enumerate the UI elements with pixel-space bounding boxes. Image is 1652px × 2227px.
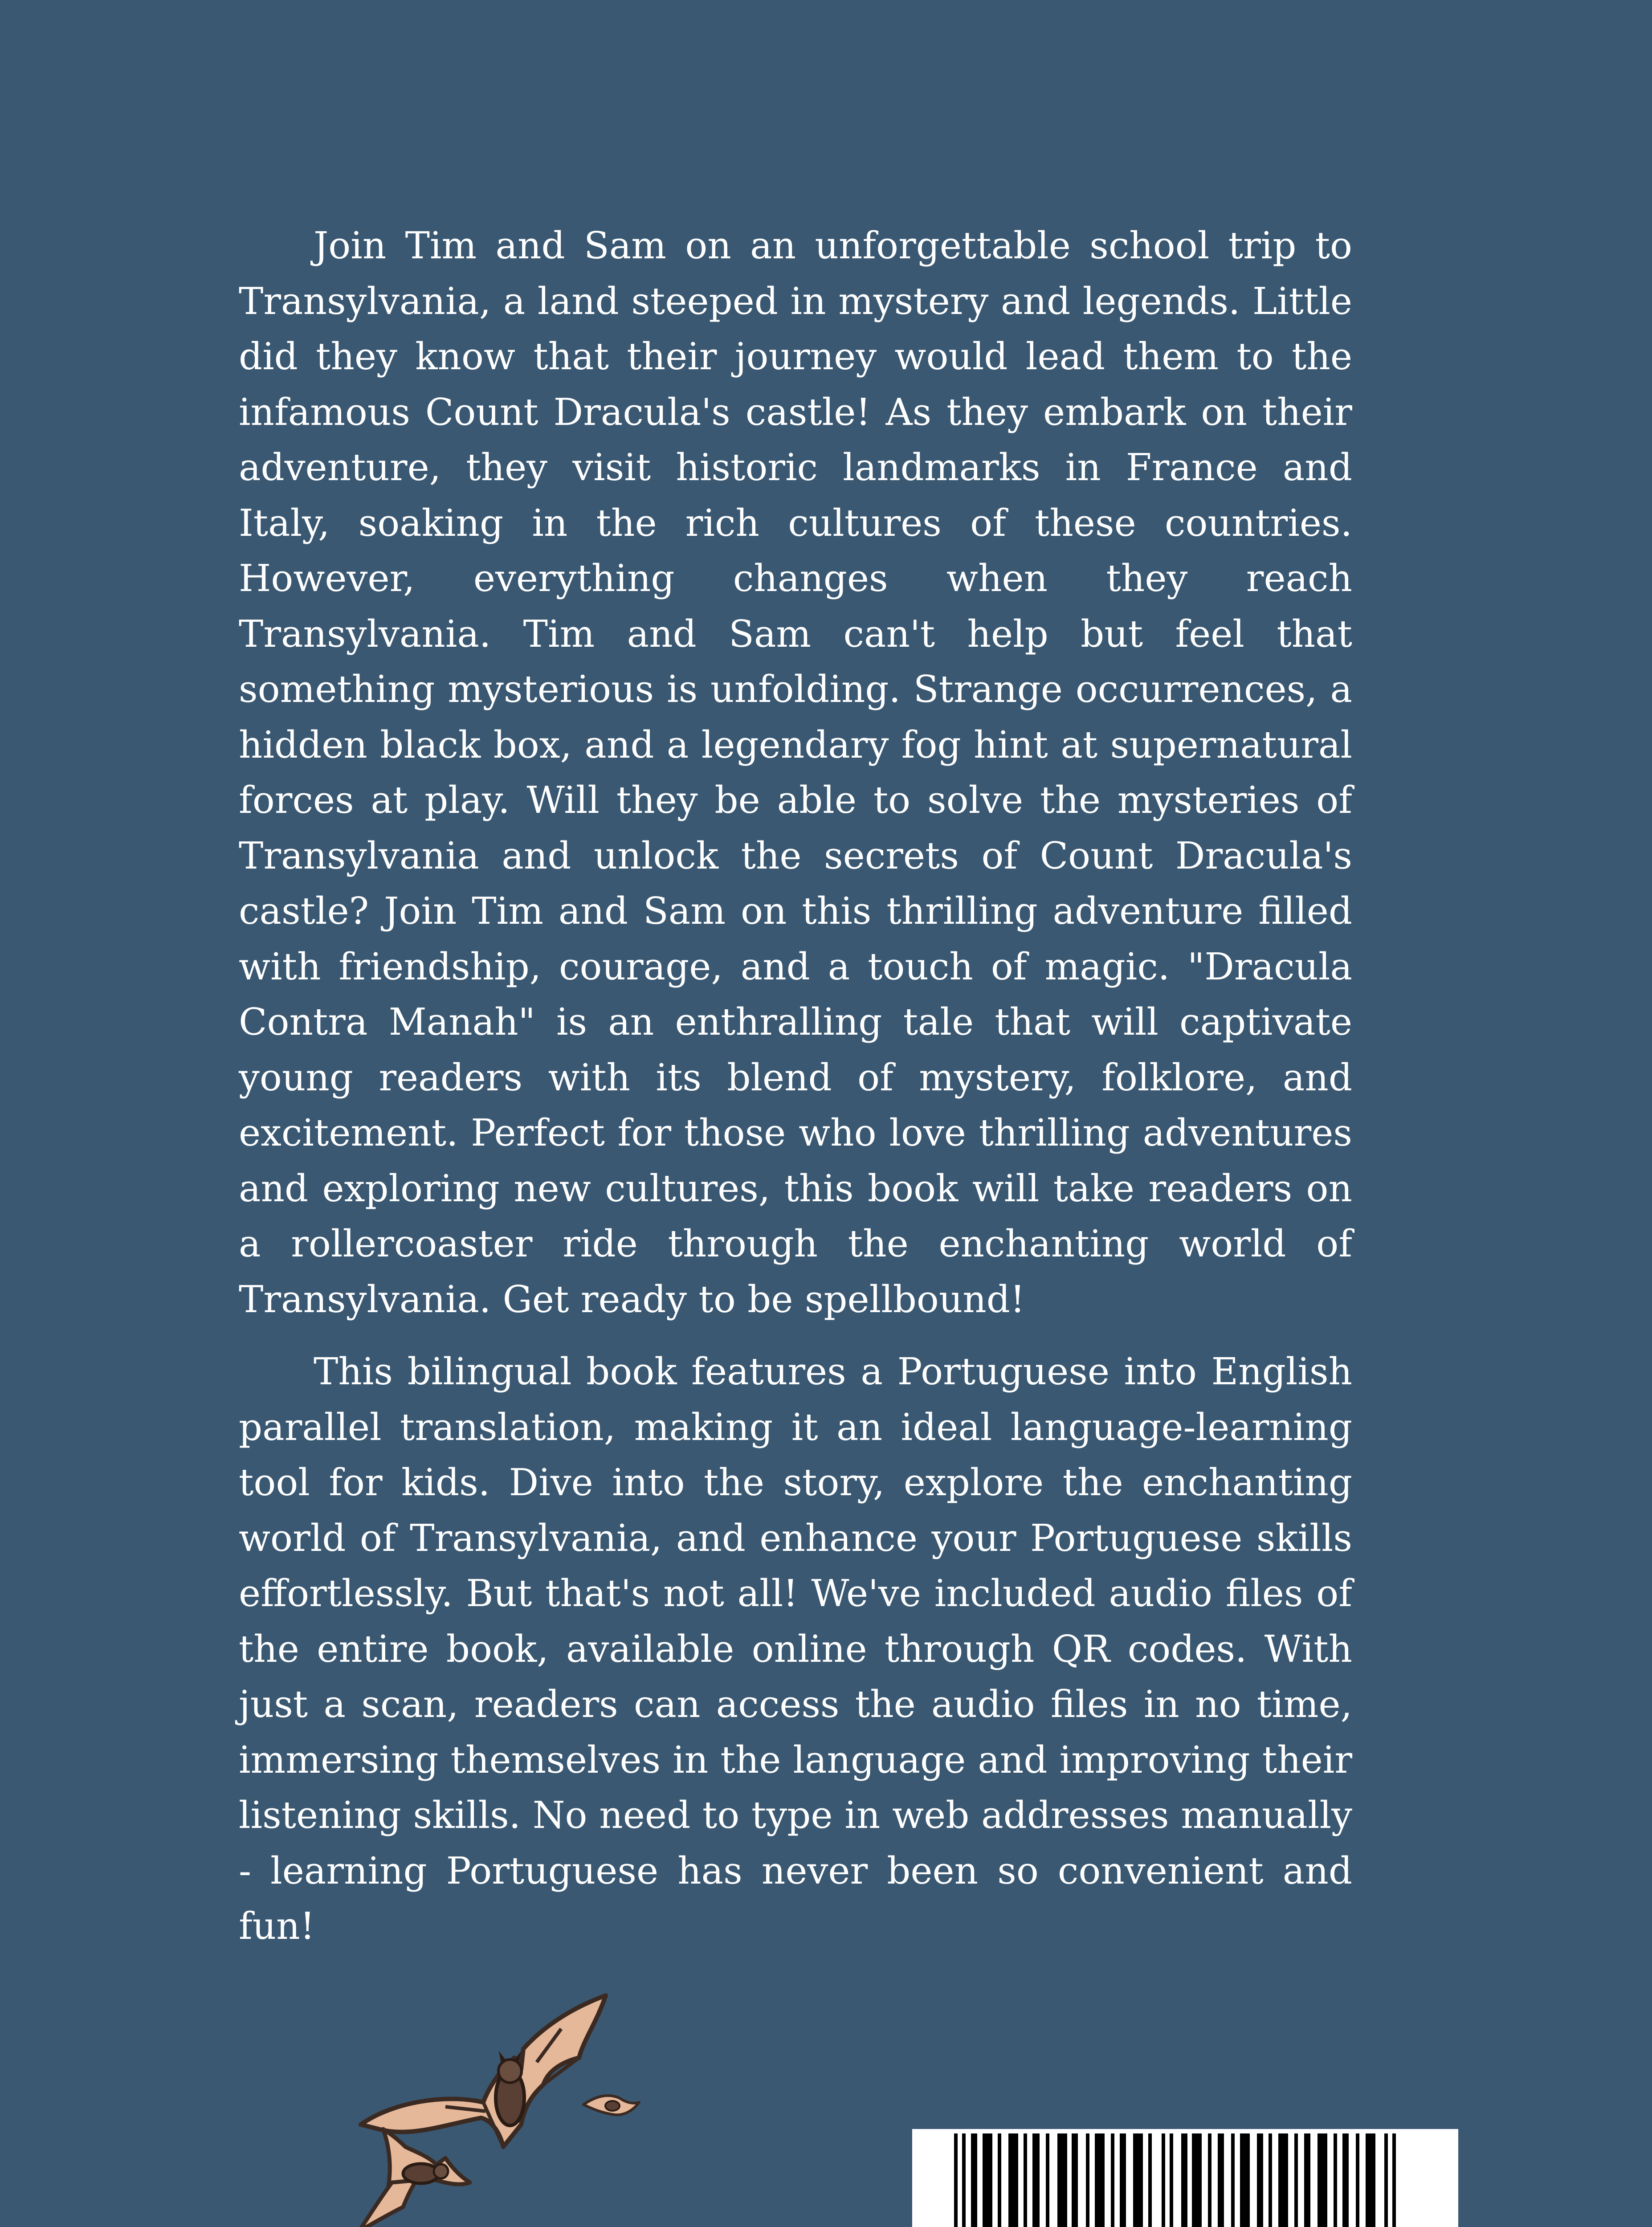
blurb-paragraph-1: Join Tim and Sam on an unforgettable school trip to Transylvania, a land steeped in mystery and legends. Little did they know that their journey would lead them to the infamous Count Dracula's castle! As they embark on their adventure, they visit historic landmarks in France and Italy, soaking in the rich cultures of these countries. However, everything changes when they reach Transylvania. Tim and Sam can't help but feel that something mysterious is unfolding. Strange occurrences, a hidden black box, and a legendary fog hint at supernatural forces at play. Will they be able to solve the mysteries of Transylvania and unlock the secrets of Count Dracula's castle? Join Tim and Sam on this thrilling adventure filled with friendship, courage, and a touch of magic. "Dracula Contra Manah" is an enthralling tale that will captivate young readers with its blend of mystery, folklore, and excitement. Perfect for those who love thrilling adventures and exploring new cultures, this book will take readers on a rollercoaster ride through the enchanting world of Transylvania. Get ready to be spellbound! <box>239 224 1352 1321</box>
blurb-text <box>239 218 1352 1954</box>
isbn-barcode <box>912 2129 1458 2227</box>
bats-illustration <box>312 1915 650 2227</box>
small-bat-icon <box>359 2129 470 2227</box>
tiny-bat-icon <box>583 2096 639 2115</box>
large-bat-icon <box>361 1995 606 2147</box>
blurb-paragraph-2: This bilingual book features a Portuguese into English parallel translation, making it an ideal language-learning tool for kids. Dive into the story, explore the enchanting world of Transylvania, and enhance your Portuguese skills effortlessly. But that's not all! We've included audio files of the entire book, available online through QR codes. With just a scan, readers can access the audio files in no time, immersing themselves in the language and improving their listening skills. No need to type in web addresses manually - learning Portuguese has never been so convenient and fun! <box>239 1350 1352 1948</box>
barcode-bars <box>912 2129 1458 2227</box>
